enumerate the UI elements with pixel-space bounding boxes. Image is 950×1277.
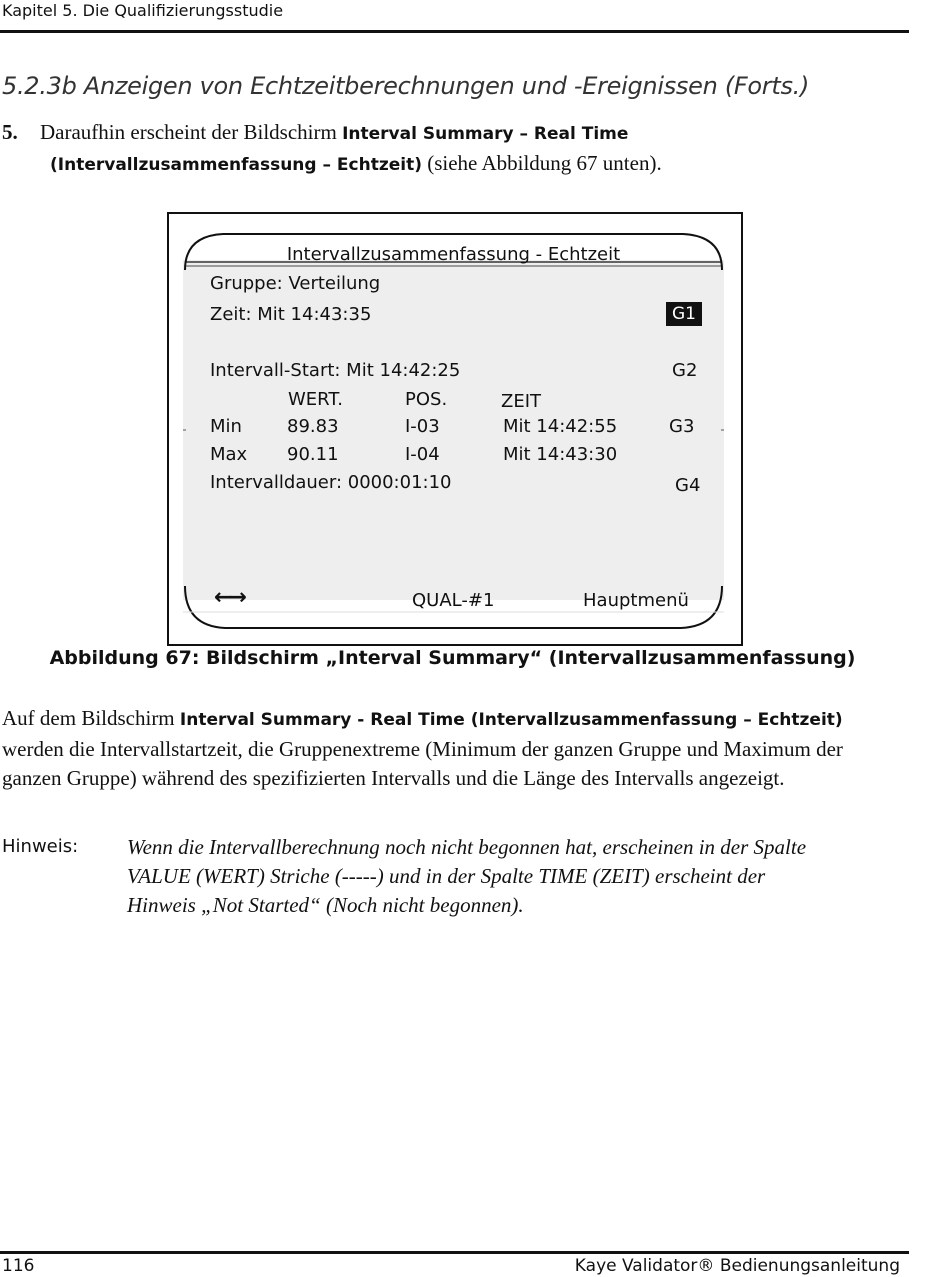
header-rule xyxy=(0,30,909,33)
figure-caption: Abbildung 67: Bildschirm „Interval Summary“ (Intervallzusammenfassung) xyxy=(49,647,856,669)
group-line: Gruppe: Verteilung xyxy=(210,273,381,294)
footer-main-menu[interactable]: Hauptmenü xyxy=(583,590,689,611)
step-number: 5. xyxy=(2,120,18,144)
note-line-3: Hinweis „Not Started“ (Noch nicht begonnen). xyxy=(127,893,524,917)
footer-qual-label[interactable]: QUAL-#1 xyxy=(412,590,495,611)
step-screen-name-de: (Intervallzusammenfassung – Echtzeit) xyxy=(50,155,422,175)
softkey-g1[interactable]: G1 xyxy=(666,302,702,326)
footer-title: Kaye Validator® Bedienungsanleitung xyxy=(574,1256,900,1276)
row-max-time: Mit 14:43:30 xyxy=(503,444,618,465)
footer-rule xyxy=(0,1251,909,1254)
section-heading: 5.2.3b Anzeigen von Echtzeitberechnungen und -Ereignissen (Forts.) xyxy=(2,72,810,100)
column-header-pos: POS. xyxy=(405,389,448,410)
column-header-time: ZEIT xyxy=(501,391,542,412)
note-text xyxy=(127,833,917,920)
body-paragraph xyxy=(2,704,902,793)
row-max-value: 90.11 xyxy=(287,444,339,465)
step-5 xyxy=(2,118,902,180)
column-header-value: WERT. xyxy=(288,389,343,410)
duration-line: Intervalldauer: 0000:01:10 xyxy=(210,472,452,493)
body-text-after: werden die Intervallstartzeit, die Gruppenextreme (Minimum der ganzen Gruppe und Maximum der ganzen Gruppe) während des spezifizierten Intervalls und die Länge des Intervalls angezeigt. xyxy=(2,737,843,790)
row-max-pos: I-04 xyxy=(405,444,440,465)
note-line-1: Wenn die Intervallberechnung noch nicht begonnen hat, erscheinen in der Spalte xyxy=(127,835,807,859)
softkey-g3[interactable]: G3 xyxy=(669,416,695,437)
softkey-g4[interactable]: G4 xyxy=(675,475,701,496)
body-text-before: Auf dem Bildschirm xyxy=(2,706,180,730)
row-min-label: Min xyxy=(210,416,242,437)
softkey-g2[interactable]: G2 xyxy=(672,360,698,381)
row-min-pos: I-03 xyxy=(405,416,440,437)
note-label: Hinweis: xyxy=(2,836,79,857)
note-line-2: VALUE (WERT) Striche (-----) und in der Spalte TIME (ZEIT) erscheint der xyxy=(127,864,766,888)
device-screen xyxy=(183,230,724,630)
step-text-after: (siehe Abbildung 67 unten). xyxy=(421,151,662,175)
row-min-value: 89.83 xyxy=(287,416,339,437)
screen-title: Intervallzusammenfassung - Echtzeit xyxy=(286,244,621,265)
step-text-before: Daraufhin erscheint der Bildschirm xyxy=(40,120,343,144)
row-min-time: Mit 14:42:55 xyxy=(503,416,618,437)
page-number: 116 xyxy=(2,1256,35,1276)
running-header: Kapitel 5. Die Qualifizierungsstudie xyxy=(2,1,284,20)
nav-arrows-icon[interactable]: ←→ xyxy=(214,585,243,610)
time-line: Zeit: Mit 14:43:35 xyxy=(210,304,372,325)
step-screen-name: Interval Summary – Real Time xyxy=(342,124,629,144)
row-max-label: Max xyxy=(210,444,248,465)
body-screen-name: Interval Summary - Real Time (Intervallzusammenfassung – Echtzeit) xyxy=(179,710,843,730)
interval-start: Intervall-Start: Mit 14:42:25 xyxy=(210,360,461,381)
